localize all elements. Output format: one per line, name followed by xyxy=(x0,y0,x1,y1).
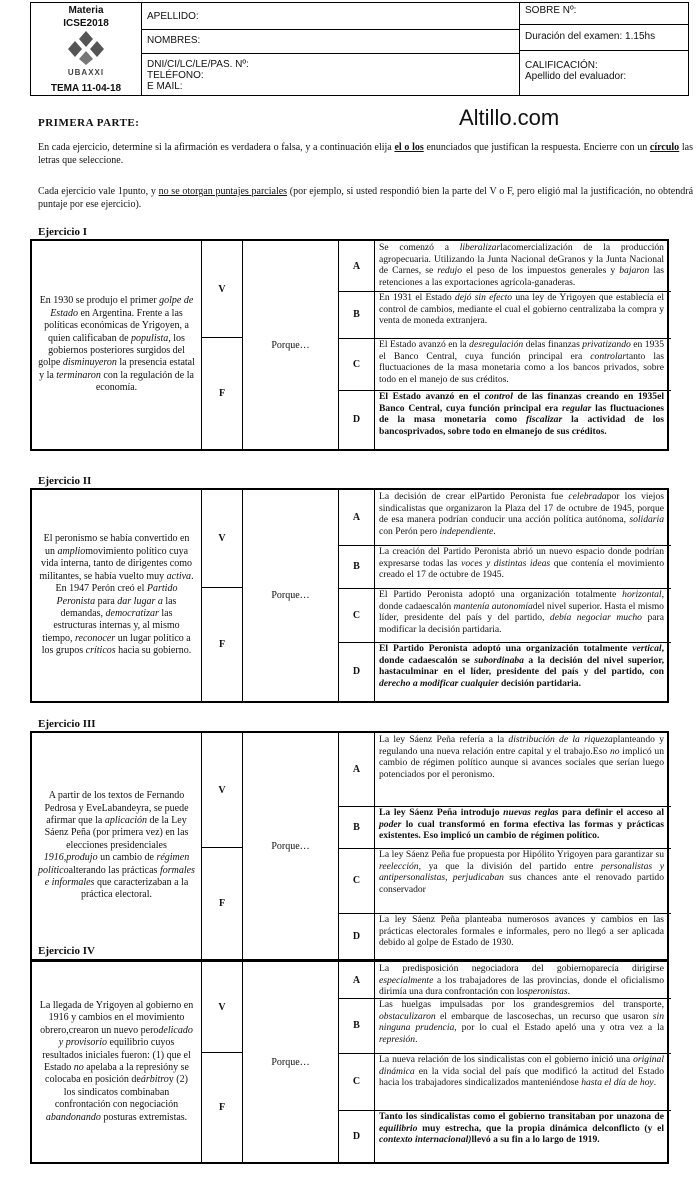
false-option[interactable]: F xyxy=(202,1053,243,1162)
instructions-paragraph-1: En cada ejercicio, determine si la afirmación es verdadera o falsa, y a continuación elija el o los enunciados que justifican la respuesta. Encierre con un círculo las letras que seleccione. xyxy=(38,142,693,166)
option-text: La creación del Partido Peronista abrió un nuevo espacio donde podrían expresarse todas las voces y distintas ideas que contenía el movimiento creado el 17 de octubre de 1945. xyxy=(379,546,665,581)
option-text: El Partido Peronista adoptó una organización totalmente horizontal, donde cadaescalón mantenía autonomíadel nivel superior. Hasta el mismo líder, presidente del país y del partido, debía negociar mucho para modificar la decisión partidaria. xyxy=(379,589,664,635)
option-text: El Estado avanzó en la desregulación delas finanzas privatizando en 1935 el Banco Central, cuya función principal era controlartanto las fluctuaciones de la masa monetaria como a los bancos privados, sobre todo en el manejo de sus créditos. xyxy=(379,339,664,385)
apellido-field[interactable]: APELLIDO: xyxy=(142,3,519,30)
exam-header xyxy=(30,2,689,96)
option-letter[interactable]: B xyxy=(339,998,375,1053)
contact-fields[interactable] xyxy=(142,54,519,96)
exercise-statement: En 1930 se produjo el primer golpe de Estado en Argentina. Frente a las políticas económicas de Yrigoyen, a quien calificaban de populista, los gobiernos posteriores surgidos del golpe disminuyeron la presencia estatal y la terminaron con la regulación de la economía. xyxy=(32,241,202,449)
watermark: Altillo.com xyxy=(459,105,560,130)
materia-label: Materia xyxy=(68,5,104,16)
svg-text:UBAXXI: UBAXXI xyxy=(67,68,105,77)
option-letter[interactable]: A xyxy=(339,241,375,291)
false-option[interactable]: F xyxy=(202,848,243,959)
option-letter[interactable]: D xyxy=(339,642,375,701)
option-text: La ley Sáenz Peña introdujo nuevas reglas para definir el acceso al poder lo cual transformó en forma efectiva las formas y prácticas existentes. Eso implicó un cambio de régimen político. xyxy=(379,807,664,842)
sobre-field[interactable]: SOBRE Nº: xyxy=(520,3,688,25)
option-text: La predisposición negociadora del gobiernoparecía dirigirse especialmente a los trabajadores de las provincias, donde el oficialismo dirimía una dura confrontación con losperonistas. xyxy=(379,963,664,998)
exercise-title: Ejercicio IV xyxy=(38,945,95,957)
true-option[interactable]: V xyxy=(202,241,243,338)
option-letter[interactable]: B xyxy=(339,545,375,588)
row-divider xyxy=(339,848,671,849)
option-letter[interactable]: C xyxy=(339,848,375,913)
row-divider xyxy=(339,390,671,391)
exercise-title: Ejercicio II xyxy=(38,475,92,487)
option-letter[interactable]: C xyxy=(339,1053,375,1110)
row-divider xyxy=(339,998,671,999)
option-letter[interactable]: B xyxy=(339,291,375,338)
porque-label: Porque… xyxy=(243,241,339,449)
exercise-statement: A partir de los textos de Fernando Pedrosa y EveLabandeyra, se puede afirmar que la aplicación de la Ley Sáenz Peña (por primera vez) en las elecciones presidenciales 1916,produjo un cambio de régimen políticoalterando las prácticas formales e informales que caracterizaban a la práctica electoral. xyxy=(32,733,202,959)
option-letter[interactable]: A xyxy=(339,962,375,998)
porque-label: Porque… xyxy=(243,490,339,701)
row-divider xyxy=(339,1053,671,1054)
option-text: La decisión de crear elPartido Peronista fue celebradapor los viejos sindicalistas que organizaron la Plaza del 17 de octubre de 1945, porque de esa manera podrían conducir una acción política autónoma, solidaria con Perón pero independiente. xyxy=(379,491,664,537)
tema-label: TEMA 11-04-18 xyxy=(50,83,122,94)
email-field[interactable]: E MAIL: xyxy=(147,81,183,92)
exercise-statement: La llegada de Yrigoyen al gobierno en 1916 y cambios en el movimiento obrero,crearon un nuevo perodelicado y provisorio equilibrio cuyos resultados iniciales fueron: (1) que el Estado no apelaba a la represióny se colocaba en posición deárbitroy (2) los sindicatos combinaban confrontación con negociación abandonando posturas extremistas. xyxy=(32,962,202,1162)
option-text: La nueva relación de los sindicalistas con el gobierno inició una original dinámica en la vida social del país que modificó la actitud del Estado hacia los trabajadores sindicalizados manteniéndose hasta el día de hoy. xyxy=(379,1054,664,1089)
true-option[interactable]: V xyxy=(202,490,243,588)
row-divider xyxy=(339,913,671,914)
exercise-table xyxy=(30,239,669,451)
option-letter[interactable]: A xyxy=(339,733,375,806)
calificacion-label: CALIFICACIÓN: xyxy=(525,60,598,71)
exercise-table xyxy=(30,488,669,703)
option-letter[interactable]: D xyxy=(339,390,375,449)
porque-label: Porque… xyxy=(243,733,339,959)
duracion-label: Duración del examen: 1.15hs xyxy=(520,25,688,51)
instructions-paragraph-2: Cada ejercicio vale 1punto, y no se otorgan puntajes parciales (por ejemplo, si usted respondió bien la parte del V o F, pero eligió mal la justificación, no obtendrá puntaje por ese ejercicio). xyxy=(38,186,694,210)
option-text: En 1931 el Estado dejó sin efecto una ley de Yrigoyen que establecía el control de cambios, mediante el cual el gobierno centralizaba la compra y venta de moneda extranjera. xyxy=(379,292,664,327)
option-letter[interactable]: D xyxy=(339,1110,375,1162)
row-divider xyxy=(339,642,671,643)
header-student-cell xyxy=(142,3,520,95)
exercise-title: Ejercicio I xyxy=(38,226,87,238)
option-text: La ley Sáenz Peña planteaba numerosos avances y cambios en las prácticas electorales formales e informales, pero no llegó a ser aplicada debido al golpe de Estado de 1930. xyxy=(379,914,664,949)
option-text: La ley Sáenz Peña fue propuesta por Hipólito Yrigoyen para garantizar su reelección, ya que la división del partido entre personalistas y antipersonalistas, perjudicaban sus chances ante el renovado partido conservador xyxy=(379,849,664,895)
section-title: PRIMERA PARTE: xyxy=(38,117,140,129)
ubaxxi-logo xyxy=(55,29,117,77)
row-divider xyxy=(339,806,671,807)
option-letter[interactable]: D xyxy=(339,913,375,959)
header-exam-cell xyxy=(520,3,688,95)
option-text: La ley Sáenz Peña refería a la distribución de la riquezaplanteando y regulando una nueva relación entre capital y el trabajo.Eso no implicó un cambio de régimen político aunque si avances sociales que serían luego potenciados por el peronismo. xyxy=(379,734,665,780)
row-divider xyxy=(339,545,671,546)
option-letter[interactable]: A xyxy=(339,490,375,545)
false-option[interactable]: F xyxy=(202,338,243,449)
row-divider xyxy=(339,1110,671,1111)
option-text: Las huelgas impulsadas por los grandesgremios del transporte, obstaculizaron el embarque de lascosechas, un recurso que usaron sin ninguna prudencia, por lo cual el Estado apeló una y otra vez a la represión. xyxy=(379,999,664,1045)
row-divider xyxy=(339,338,671,339)
option-text: Tanto los sindicalistas como el gobierno transitaban por unazona de equilibrio muy estrecha, que la propia dinámica delconflicto (y el contexto internacional)llevó a su fin a lo largo de 1919. xyxy=(379,1111,664,1146)
option-letter[interactable]: C xyxy=(339,338,375,390)
option-text: Se comenzó a liberalizarlacomercialización de la producción agropecuaria. Utilizando la Junta Nacional deGranos y la Junta Nacional de Carnes, se redujo el peso de los impuestos generales y bajaron las retenciones a las exportaciones agrícola-ganaderas. xyxy=(379,242,665,288)
header-subject-cell xyxy=(31,3,142,95)
nombres-field[interactable]: NOMBRES: xyxy=(142,30,519,54)
telefono-field[interactable]: TELÉFONO: xyxy=(147,70,204,81)
row-divider xyxy=(339,291,671,292)
option-letter[interactable]: B xyxy=(339,806,375,848)
calificacion-field[interactable] xyxy=(520,51,688,96)
evaluador-label: Apellido del evaluador: xyxy=(525,71,627,82)
option-text: El Partido Peronista adoptó una organización totalmente vertical, donde cadaescalón se subordinaba a la decisión del nivel superior, hastaculminar en el líder, presidente del país y del partido, con derecho a modificar cualquier decisión partidaria. xyxy=(379,643,664,689)
materia-value: ICSE2018 xyxy=(63,18,109,29)
false-option[interactable]: F xyxy=(202,588,243,701)
true-option[interactable]: V xyxy=(202,962,243,1053)
row-divider xyxy=(339,588,671,589)
porque-label: Porque… xyxy=(243,962,339,1162)
option-letter[interactable]: C xyxy=(339,588,375,642)
dni-field[interactable]: DNI/CI/LC/LE/PAS. Nº: xyxy=(147,59,249,70)
true-option[interactable]: V xyxy=(202,733,243,848)
option-text: El Estado avanzó en el control de las finanzas creando en 1935el Banco Central, cuya función principal era regular las fluctuaciones de la masa monetaria como fiscalizar la actividad de los bancosprivados, sobre todo en elmanejo de sus créditos. xyxy=(379,391,664,437)
exercise-table xyxy=(30,731,669,961)
exercise-table xyxy=(30,960,669,1164)
exercise-title: Ejercicio III xyxy=(38,718,96,730)
exercise-statement: El peronismo se había convertido en un ampliomovimiento político cuya vida interna, tanto de dirigentes como militantes, se había vuelto muy activa. En 1947 Perón creó el Partido Peronista para dar lugar a las demandas, democratizar las estructuras internas y, al mismo tiempo, reconocer un lugar político a los grupos críticos hacia su gobierno. xyxy=(32,490,202,701)
